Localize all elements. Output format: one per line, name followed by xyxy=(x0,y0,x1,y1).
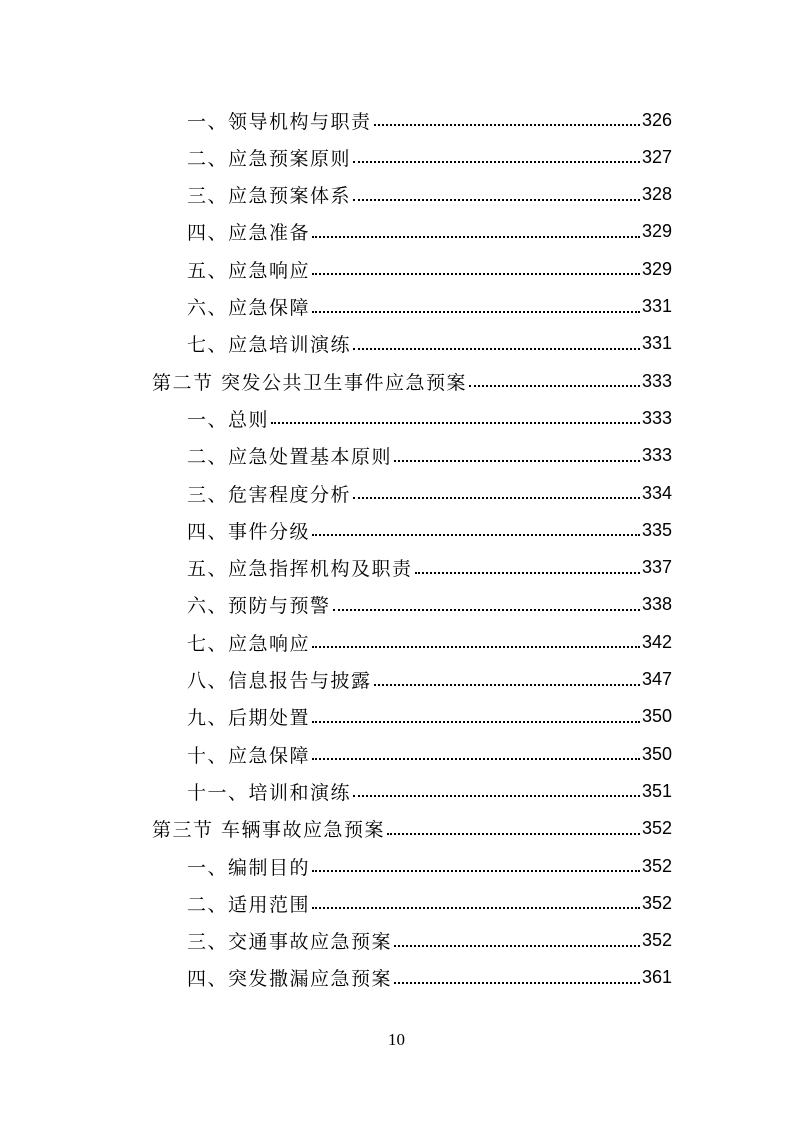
toc-entry-title: 三、交通事故应急预案 xyxy=(187,931,393,954)
toc-entry[interactable] xyxy=(187,740,672,768)
dot-leader xyxy=(333,609,640,611)
dot-leader xyxy=(312,646,640,648)
dot-leader xyxy=(312,758,640,760)
toc-section-heading[interactable] xyxy=(152,367,672,395)
toc-entry[interactable] xyxy=(187,293,672,321)
toc-entry[interactable] xyxy=(187,777,672,805)
toc-entry-page-number: 333 xyxy=(641,407,672,428)
dot-leader xyxy=(394,945,640,947)
toc-entry-page-number: 347 xyxy=(641,669,672,689)
toc-entry-page-number: 352 xyxy=(641,892,672,913)
dot-leader xyxy=(387,833,640,835)
toc-entry[interactable] xyxy=(187,516,672,544)
toc-entry-title: 十一、培训和演练 xyxy=(187,781,352,804)
toc-entry[interactable] xyxy=(187,330,672,358)
toc-entry[interactable] xyxy=(187,404,672,432)
toc-entry[interactable] xyxy=(187,852,672,880)
dot-leader xyxy=(312,236,640,238)
toc-entry[interactable] xyxy=(187,106,672,134)
dot-leader xyxy=(469,385,640,387)
toc-entry-page-number: 328 xyxy=(641,184,672,205)
toc-entry-title: 三、危害程度分析 xyxy=(187,483,352,506)
dot-leader xyxy=(374,684,640,686)
toc-entry-page-number: 329 xyxy=(641,221,672,242)
dot-leader xyxy=(353,199,640,201)
toc-entry-title: 十、应急保障 xyxy=(187,744,311,767)
toc-entry-title: 六、预防与预警 xyxy=(187,595,331,618)
toc-entry-title: 第二节 突发公共卫生事件应急预案 xyxy=(152,371,468,394)
toc-entry[interactable] xyxy=(187,666,672,694)
toc-entry-title: 一、领导机构与职责 xyxy=(187,110,372,133)
toc-entry-page-number: 337 xyxy=(641,557,672,578)
toc-entry-title: 四、事件分级 xyxy=(187,520,311,543)
toc-entry-page-number: 334 xyxy=(641,482,672,503)
toc-entry-page-number: 350 xyxy=(641,743,672,764)
dot-leader xyxy=(353,795,640,797)
toc-entry-title: 九、后期处置 xyxy=(187,707,311,730)
toc-entry-page-number: 329 xyxy=(641,258,672,279)
dot-leader xyxy=(312,273,640,275)
toc-entry[interactable] xyxy=(187,181,672,209)
toc-entry-page-number: 352 xyxy=(641,855,672,876)
dot-leader xyxy=(353,348,640,350)
toc-entry-page-number: 352 xyxy=(641,930,672,951)
toc-entry-title: 四、应急准备 xyxy=(187,222,311,245)
toc-entry-title: 六、应急保障 xyxy=(187,297,311,319)
toc-entry[interactable] xyxy=(187,554,672,582)
toc-entry-title: 五、应急指挥机构及职责 xyxy=(187,558,413,581)
dot-leader xyxy=(353,497,640,499)
toc-entry-page-number: 331 xyxy=(641,296,672,316)
toc-section-heading[interactable] xyxy=(152,815,672,843)
dot-leader xyxy=(394,982,640,984)
dot-leader xyxy=(312,721,640,723)
toc-entry-title: 一、总则 xyxy=(187,408,270,431)
toc-entry[interactable] xyxy=(187,628,672,656)
dot-leader xyxy=(312,311,640,313)
dot-leader xyxy=(312,870,640,872)
toc-entry[interactable] xyxy=(187,218,672,246)
toc-entry[interactable] xyxy=(187,889,672,917)
dot-leader xyxy=(374,124,640,126)
toc-entry-title: 四、突发撒漏应急预案 xyxy=(187,968,393,991)
toc-entry[interactable] xyxy=(187,964,672,992)
toc-entry-page-number: 338 xyxy=(641,594,672,615)
toc-entry-title: 一、编制目的 xyxy=(187,856,311,879)
toc-entry-page-number: 335 xyxy=(641,519,672,540)
toc-entry-page-number: 361 xyxy=(641,967,672,988)
toc-entry-title: 八、信息报告与披露 xyxy=(187,670,372,692)
toc-entry[interactable] xyxy=(187,479,672,507)
toc-entry-page-number: 326 xyxy=(641,109,672,130)
toc-entry-title: 七、应急培训演练 xyxy=(187,334,352,357)
toc-entry-title: 五、应急响应 xyxy=(187,259,311,282)
toc-entry[interactable] xyxy=(187,442,672,470)
toc-entry[interactable] xyxy=(187,927,672,955)
toc-entry-title: 二、适用范围 xyxy=(187,893,311,916)
toc-entry-title: 二、应急处置基本原则 xyxy=(187,446,393,469)
toc-entry-title: 第三节 车辆事故应急预案 xyxy=(152,819,386,842)
toc-entry[interactable] xyxy=(187,143,672,171)
toc-entry-title: 七、应急响应 xyxy=(187,632,311,655)
toc-entry-page-number: 342 xyxy=(641,631,672,652)
dot-leader xyxy=(312,907,640,909)
dot-leader xyxy=(394,460,640,462)
toc-entry[interactable] xyxy=(187,591,672,619)
page-number: 10 xyxy=(388,1030,405,1049)
dot-leader xyxy=(353,161,640,163)
toc-entry-title: 三、应急预案体系 xyxy=(187,185,352,208)
toc-entry[interactable] xyxy=(187,703,672,731)
dot-leader xyxy=(312,534,640,536)
toc-entry-page-number: 331 xyxy=(641,333,672,354)
toc-entry-page-number: 351 xyxy=(641,780,672,801)
toc-entry-page-number: 333 xyxy=(641,445,672,466)
toc-entry-page-number: 350 xyxy=(641,706,672,727)
dot-leader xyxy=(271,422,640,424)
toc-entry-title: 二、应急预案原则 xyxy=(187,147,352,170)
toc-entry-page-number: 352 xyxy=(641,818,672,839)
toc-entry-page-number: 333 xyxy=(641,370,672,391)
toc-entry[interactable] xyxy=(187,255,672,283)
toc-entry-page-number: 327 xyxy=(641,146,672,167)
dot-leader xyxy=(415,572,640,574)
